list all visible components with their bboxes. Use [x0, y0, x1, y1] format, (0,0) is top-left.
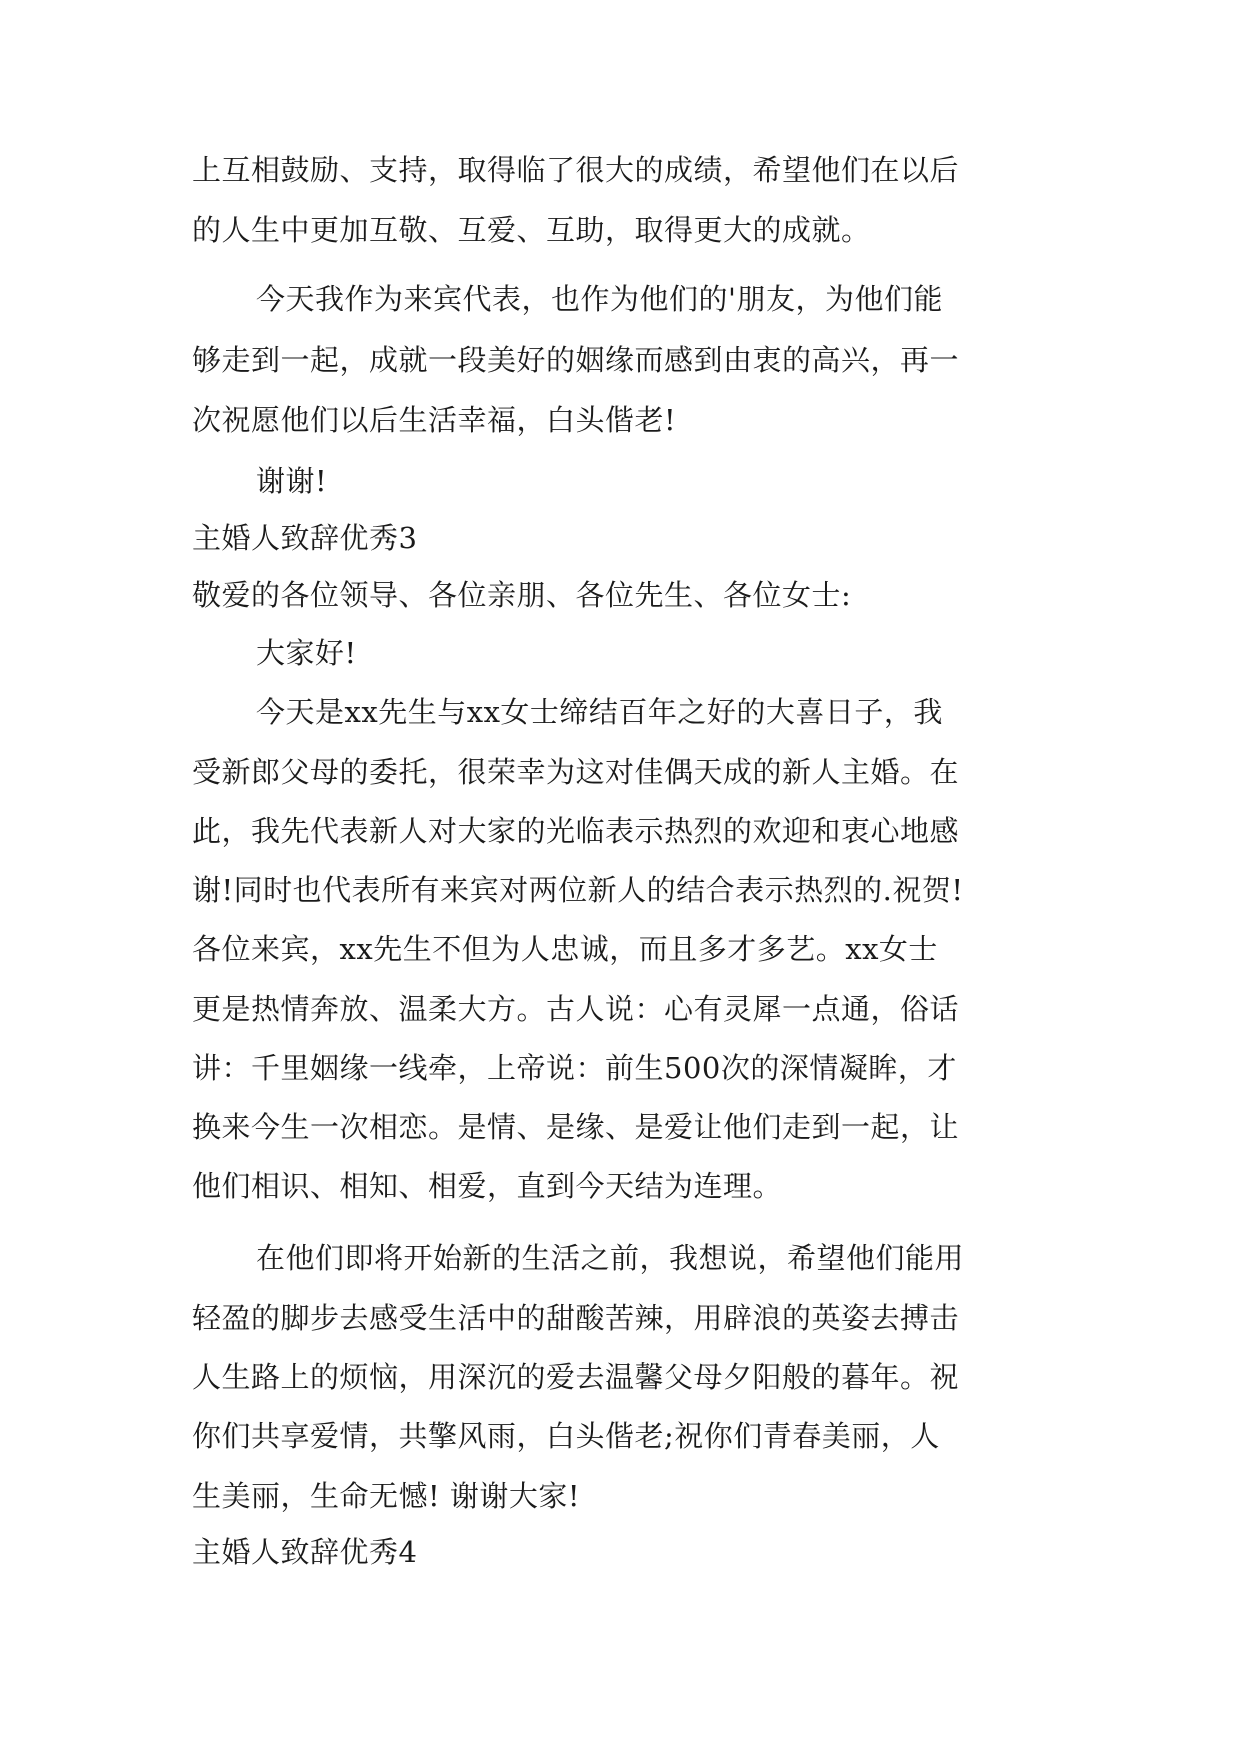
section-heading: 主婚人致辞优秀3 [192, 521, 418, 555]
paragraph-line: 此，我先代表新人对大家的光临表示热烈的欢迎和衷心地感 [192, 814, 960, 848]
paragraph-line: 他们相识、相知、相爱，直到今天结为连理。 [192, 1169, 783, 1203]
paragraph-line: 换来今生一次相恋。是情、是缘、是爱让他们走到一起，让 [192, 1110, 960, 1144]
paragraph-line: 各位来宾，xx先生不但为人忠诚，而且多才多艺。xx女士 [192, 932, 938, 966]
paragraph-line: 受新郎父母的委托，很荣幸为这对佳偶天成的新人主婚。在 [192, 755, 960, 789]
paragraph-line: 谢谢! [256, 464, 328, 498]
paragraph-line: 生美丽，生命无憾! 谢谢大家! [192, 1479, 581, 1513]
paragraph-line: 更是热情奔放、温柔大方。古人说：心有灵犀一点通，俗话 [192, 992, 960, 1026]
greeting: 大家好! [256, 636, 357, 670]
paragraph-line: 你们共享爱情，共擎风雨，白头偕老;祝你们青春美丽，人 [192, 1419, 940, 1453]
section-heading: 主婚人致辞优秀4 [192, 1535, 418, 1569]
paragraph-line: 够走到一起，成就一段美好的姻缘而感到由衷的高兴，再一 [192, 343, 960, 377]
paragraph-line: 人生路上的烦恼，用深沉的爱去温馨父母夕阳般的暮年。祝 [192, 1360, 960, 1394]
paragraph-line: 讲：千里姻缘一线牵，上帝说：前生500次的深情凝眸，才 [192, 1051, 957, 1085]
paragraph-line: 谢!同时也代表所有来宾对两位新人的结合表示热烈的.祝贺! [192, 873, 964, 907]
salutation: 敬爱的各位领导、各位亲朋、各位先生、各位女士: [192, 578, 852, 612]
paragraph-line: 在他们即将开始新的生活之前，我想说，希望他们能用 [256, 1241, 965, 1275]
paragraph-line: 今天我作为来宾代表，也作为他们的'朋友，为他们能 [256, 282, 943, 316]
paragraph-line: 今天是xx先生与xx女士缔结百年之好的大喜日子，我 [256, 695, 943, 729]
paragraph-line: 轻盈的脚步去感受生活中的甜酸苦辣，用辟浪的英姿去搏击 [192, 1301, 960, 1335]
paragraph-line: 的人生中更加互敬、互爱、互助，取得更大的成就。 [192, 213, 871, 247]
paragraph-line: 次祝愿他们以后生活幸福，白头偕老! [192, 403, 677, 437]
paragraph-line: 上互相鼓励、支持，取得临了很大的成绩，希望他们在以后 [192, 153, 960, 187]
